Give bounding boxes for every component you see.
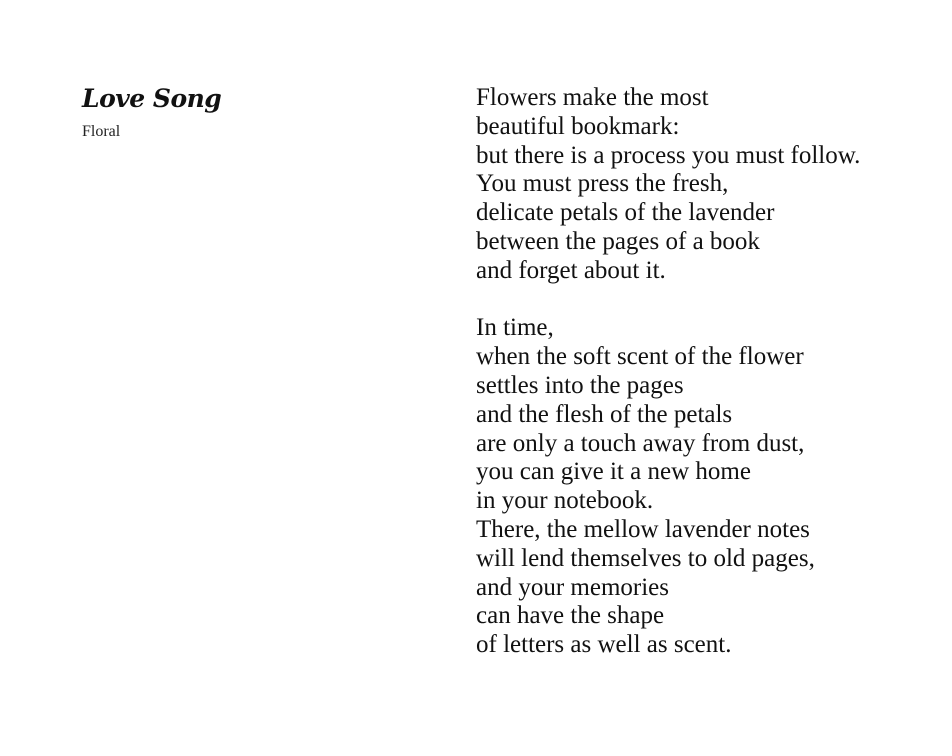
poem-line: of letters as well as scent.: [476, 631, 732, 659]
poem-line: There, the mellow lavender notes: [476, 515, 810, 543]
poem-line: and the flesh of the petals: [476, 400, 733, 428]
poem-line: delicate petals of the lavender: [476, 199, 775, 227]
stanza: [476, 84, 946, 286]
poem-body: [476, 84, 946, 660]
poem-title: Love Song: [82, 84, 222, 113]
poem-line: can have the shape: [476, 602, 665, 630]
poem-header: [82, 84, 412, 142]
poem-category: Floral: [82, 123, 121, 140]
poem-line: but there is a process you must follow.: [476, 141, 861, 169]
poem-line: You must press the fresh,: [476, 170, 729, 198]
poem-line: will lend themselves to old pages,: [476, 544, 815, 572]
poem-line: beautiful bookmark:: [476, 112, 680, 140]
poem-line: you can give it a new home: [476, 458, 751, 486]
poem-line: when the soft scent of the flower: [476, 343, 804, 371]
poem-line: are only a touch away from dust,: [476, 429, 805, 457]
poem-line: Flowers make the most: [476, 84, 709, 111]
poem-line: and your memories: [476, 573, 670, 601]
poem-line: in your notebook.: [476, 487, 654, 515]
poem-line: In time,: [476, 314, 554, 342]
poem-line: and forget about it.: [476, 256, 666, 284]
poem-line: settles into the pages: [476, 371, 684, 399]
stanza: [476, 314, 946, 660]
poem-line: between the pages of a book: [476, 227, 760, 255]
